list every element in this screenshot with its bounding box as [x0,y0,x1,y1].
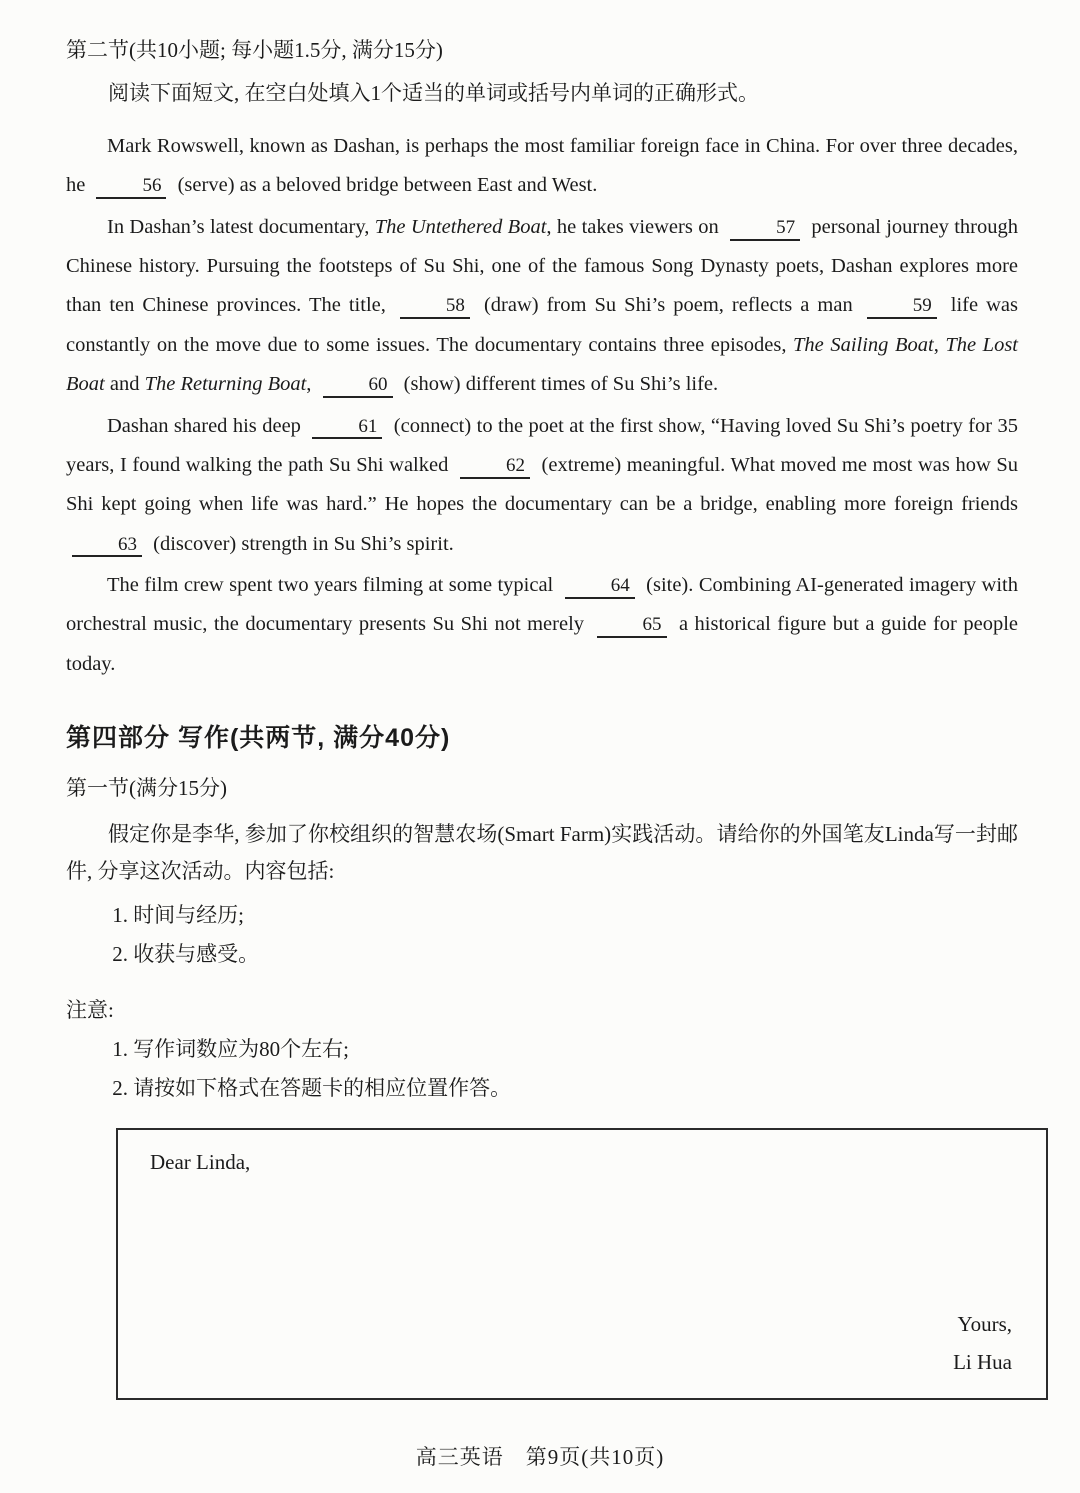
cloze-passage [66,127,1018,684]
notice-item-1: 1. 写作词数应为80个左右; [112,1036,350,1061]
letter-salutation: Dear Linda, [150,1149,251,1174]
page-footer: 高三英语 第9页(共10页) [415,1445,665,1469]
fill-blank-62: 62 [460,455,530,479]
part4-section1-heading: 第一节(满分15分) [66,776,227,801]
letter-closing: Yours, [957,1311,1012,1336]
documentary-title: The Sailing Boat [793,333,934,356]
fill-blank-59: 59 [867,295,937,319]
fill-blank-65: 65 [597,614,667,638]
passage-paragraph: In Dashan’s latest documentary, The Untethered Boat, he takes viewers on 57 personal journey through Chinese history. Pursuing the footsteps of Su Shi, one of the famous Song Dynasty poets, Dashan explores more than ten Chinese provinces. The title, 58 (draw) from Su Shi’s poem, reflects a man 59 life was constantly on the move due to some issues. The documentary contains three episodes, The Sailing Boat, The Lost Boat and The Returning Boat, 60 (show) different times of Su Shi’s life. [66,208,1018,405]
passage-paragraph: Mark Rowswell, known as Dashan, is perhaps the most familiar foreign face in China. For over three decades, he 56 (serve) as a beloved bridge between East and West. [66,127,1018,206]
answer-box [116,1128,1048,1400]
documentary-title: The Untethered Boat [374,215,547,238]
fill-blank-60: 60 [323,374,393,398]
part4-heading: 第四部分 写作(共两节, 满分40分) [66,724,451,753]
prompt-point-1: 1. 时间与经历; [112,902,245,927]
fill-blank-63: 63 [72,534,142,558]
fill-blank-57: 57 [730,217,800,241]
notice-label: 注意: [66,997,114,1022]
fill-blank-61: 61 [312,416,382,440]
passage-paragraph: Dashan shared his deep 61 (connect) to the poet at the first show, “Having loved Su Shi’s poetry for 35 years, I found walking the path Su Shi walked 62 (extreme) meaningful. What moved me most was how Su Shi kept going when life was hard.” He hopes the documentary can be a bridge, enabling more foreign friends 63 (discover) strength in Su Shi’s spirit. [66,407,1018,564]
fill-blank-64: 64 [565,575,635,599]
fill-blank-56: 56 [96,175,166,199]
writing-prompt: 假定你是李华, 参加了你校组织的智慧农场(Smart Farm)实践活动。请给你的外国笔友Linda写一封邮件, 分享这次活动。内容包括: [66,822,1018,883]
letter-closing-block [150,1306,1016,1382]
documentary-title: The Lost Boat [66,333,1019,396]
section2-heading: 第二节(共10小题; 每小题1.5分, 满分15分) [66,38,443,62]
fill-blank-58: 58 [400,295,470,319]
documentary-title: The Returning Boat [144,373,307,396]
notice-item-2: 2. 请按如下格式在答题卡的相应位置作答。 [112,1075,512,1100]
letter-signature: Li Hua [953,1349,1012,1374]
prompt-point-2: 2. 收获与感受。 [112,941,260,966]
passage-paragraph: The film crew spent two years filming at some typical 64 (site). Combining AI-generated imagery with orchestral music, the documentary presents Su Shi not merely 65 a historical figure but a guide for people today. [66,573,1018,675]
section2-instruction: 阅读下面短文, 在空白处填入1个适当的单词或括号内单词的正确形式。 [108,81,759,105]
